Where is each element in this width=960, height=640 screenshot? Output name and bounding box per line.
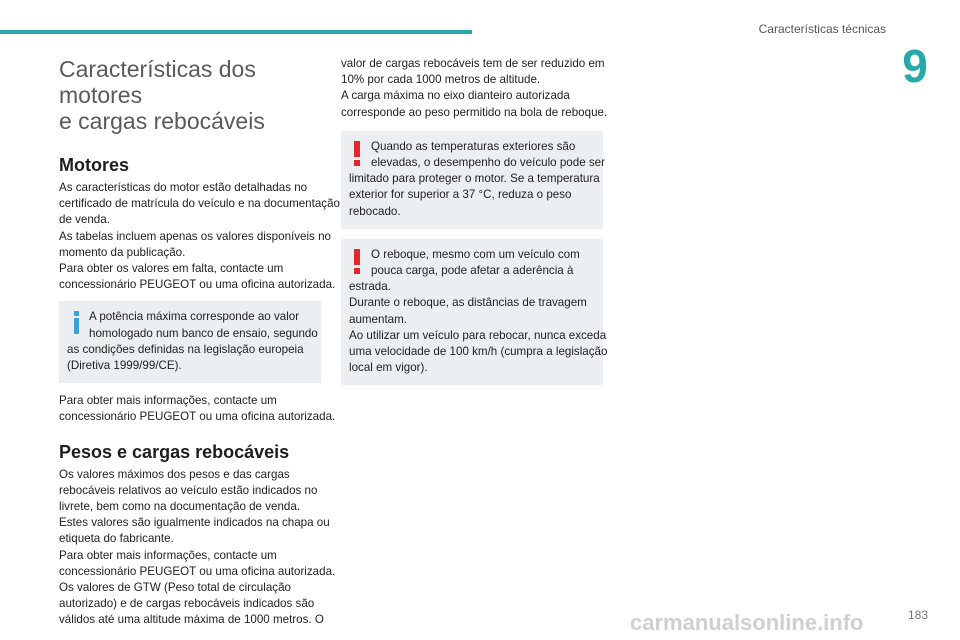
text-line: Os valores máximos dos pesos e das cargas: [59, 467, 290, 481]
text-line: momento da publicação.: [59, 245, 186, 259]
text-line: Para obter mais informações, contacte um: [59, 394, 277, 408]
info-box: [59, 301, 321, 383]
text-line: de venda.: [59, 213, 110, 227]
section-heading-pesos: Pesos e cargas rebocáveis: [59, 441, 290, 462]
chapter-number: 9: [902, 40, 928, 92]
text-line: autorizado) e de cargas rebocáveis indicados são: [59, 597, 315, 611]
header-accent-bar: [0, 30, 472, 34]
page-number: 183: [907, 608, 928, 622]
text-line: Estes valores são igualmente indicados na chapa ou: [59, 516, 330, 530]
text-line: pouca carga, pode afetar a aderência à: [371, 264, 574, 278]
text-line: elevadas, o desempenho do veículo pode ser: [371, 156, 605, 170]
text-line: Durante o reboque, as distâncias de travagem: [349, 296, 587, 310]
text-line: concessionário PEUGEOT ou uma oficina autorizada.: [59, 410, 336, 424]
text-line: A potência máxima corresponde ao valor: [89, 310, 300, 324]
text-line: aumentam.: [349, 312, 407, 326]
warning-icon: [349, 141, 365, 167]
text-line: corresponde ao peso permitido na bola de reboque.: [341, 105, 608, 119]
pesos-body: [59, 467, 336, 629]
section-label: Características técnicas: [758, 22, 886, 36]
right-column: [341, 56, 608, 385]
text-line: O reboque, mesmo com um veículo com: [371, 247, 580, 261]
section-heading-motores: Motores: [59, 155, 130, 175]
motores-after-body: [59, 393, 336, 425]
text-line: rebocado.: [349, 204, 401, 218]
text-line: Quando as temperaturas exteriores são: [371, 139, 576, 153]
page-title-line: Características dos motores: [59, 56, 256, 108]
text-line: 10% por cada 1000 metros de altitude.: [341, 73, 541, 87]
text-line: uma velocidade de 100 km/h (cumpra a legislação: [349, 345, 608, 359]
text-line: local em vigor).: [349, 361, 428, 375]
text-line: A carga máxima no eixo dianteiro autorizada: [341, 89, 570, 103]
text-line: exterior for superior a 37 °C, reduza o peso: [349, 188, 572, 202]
info-icon: [68, 311, 88, 335]
text-line: valor de cargas rebocáveis tem de ser reduzido em: [341, 57, 605, 70]
text-line: Os valores de GTW (Peso total de circulação: [59, 581, 291, 595]
warning-box-towing: [341, 239, 608, 386]
right-intro: [341, 56, 608, 121]
warning-icon: [349, 249, 365, 275]
text-line: estrada.: [349, 280, 391, 294]
text-line: concessionário PEUGEOT ou uma oficina autorizada.: [59, 278, 336, 292]
page-title: [59, 56, 321, 134]
text-line: etiqueta do fabricante.: [59, 532, 174, 546]
text-line: (Diretiva 1999/99/CE).: [67, 359, 182, 373]
text-line: Para obter os valores em falta, contacte um: [59, 262, 284, 276]
page-title-line: e cargas rebocáveis: [59, 108, 265, 134]
text-line: homologado num banco de ensaio, segundo: [89, 326, 318, 340]
left-column: [59, 56, 340, 629]
text-line: Ao utilizar um veículo para rebocar, nunca exceda: [349, 328, 607, 342]
text-line: limitado para proteger o motor. Se a temperatura: [349, 172, 600, 186]
text-line: As características do motor estão detalhadas no: [59, 181, 308, 194]
text-line: certificado de matrícula do veículo e na documentação: [59, 197, 340, 211]
text-line: válidos até uma altitude máxima de 1000 metros. O: [59, 613, 324, 627]
text-line: Para obter mais informações, contacte um: [59, 548, 277, 562]
text-line: rebocáveis relativos ao veículo estão indicados no: [59, 483, 318, 497]
text-line: livrete, bem como na documentação de venda.: [59, 500, 301, 514]
motores-body: [59, 180, 340, 293]
text-line: concessionário PEUGEOT ou uma oficina autorizada.: [59, 564, 336, 578]
text-line: As tabelas incluem apenas os valores disponíveis no: [59, 229, 331, 243]
warning-box-temperature: [341, 131, 603, 229]
watermark: carmanualsonline.info: [630, 610, 864, 635]
text-line: as condições definidas na legislação europeia: [67, 342, 304, 356]
